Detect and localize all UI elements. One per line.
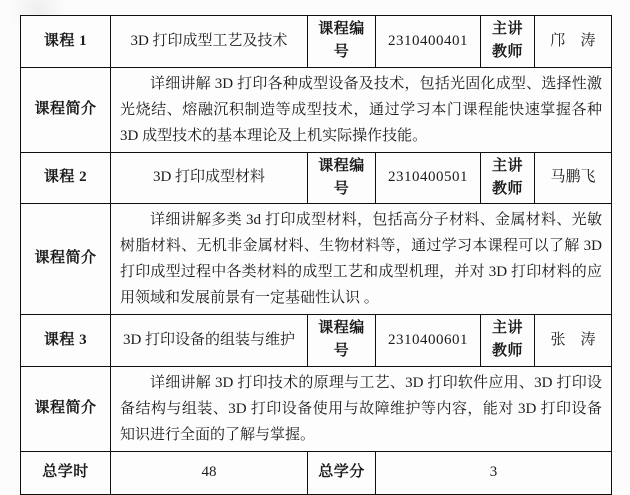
course-3-teacher-label: 主讲教师: [481, 315, 535, 367]
course-2-row: [21, 152, 612, 204]
course-2-intro-cell: [111, 204, 612, 315]
course-3-intro-label: 课程简介: [21, 366, 111, 451]
total-hours-label: 总学时: [21, 451, 111, 494]
course-1-label: 课程 1: [21, 16, 111, 68]
total-hours-value: 48: [111, 451, 308, 494]
course-2-code-label: 课程编号: [308, 152, 376, 204]
total-credits-label: 总学分: [308, 451, 376, 494]
course-3-intro-cell: [111, 366, 612, 451]
course-3-label: 课程 3: [21, 315, 111, 367]
course-2-intro-label: 课程简介: [21, 204, 111, 315]
course-1-name: 3D 打印成型工艺及技术: [111, 16, 308, 68]
course-1-teacher: 邝 涛: [535, 16, 612, 68]
course-3-code-label: 课程编号: [308, 315, 376, 367]
course-1-intro-row: [21, 67, 612, 152]
course-table: [20, 15, 612, 495]
course-2-teacher-label: 主讲教师: [481, 152, 535, 204]
course-2-intro-text: 详细讲解多类 3d 打印成型材料，包括高分子材料、金属材料、光敏树脂材料、无机非金属材料、生物材料等，通过学习本课程可以了解 3D 打印成型过程中各类材料的成型工艺和成型机理，并对 3D 打印材料的应用领域和发展前景有一定基础性认识 。: [120, 212, 602, 306]
course-1-row: [21, 16, 612, 68]
course-3-teacher: 张 涛: [535, 315, 612, 367]
course-2-name: 3D 打印成型材料: [111, 152, 308, 204]
course-1-teacher-label: 主讲教师: [481, 16, 535, 68]
course-2-label: 课程 2: [21, 152, 111, 204]
course-1-code: 2310400401: [376, 16, 481, 68]
course-2-teacher: 马鹏飞: [535, 152, 612, 204]
course-3-code: 2310400601: [376, 315, 481, 367]
course-1-intro-cell: [111, 67, 612, 152]
course-3-intro-row: [21, 366, 612, 451]
course-1-code-label: 课程编号: [308, 16, 376, 68]
course-2-intro-row: [21, 204, 612, 315]
course-3-intro-text: 详细讲解 3D 打印技术的原理与工艺、3D 打印软件应用、3D 打印设备结构与组装、3D 打印设备使用与故障维护等内容，能对 3D 打印设备知识进行全面的了解与掌握。: [120, 374, 602, 443]
totals-row: [21, 451, 612, 494]
course-3-row: [21, 315, 612, 367]
course-1-intro-text: 详细讲解 3D 打印各种成型设备及技术，包括光固化成型、选择性激光烧结、熔融沉积制造等成型技术，通过学习本门课程能快速掌握各种 3D 成型技术的基本理论及上机实际操作技能。: [120, 75, 602, 144]
course-2-code: 2310400501: [376, 152, 481, 204]
course-3-name: 3D 打印设备的组装与维护: [111, 315, 308, 367]
total-credits-value: 3: [376, 451, 612, 494]
course-1-intro-label: 课程简介: [21, 67, 111, 152]
